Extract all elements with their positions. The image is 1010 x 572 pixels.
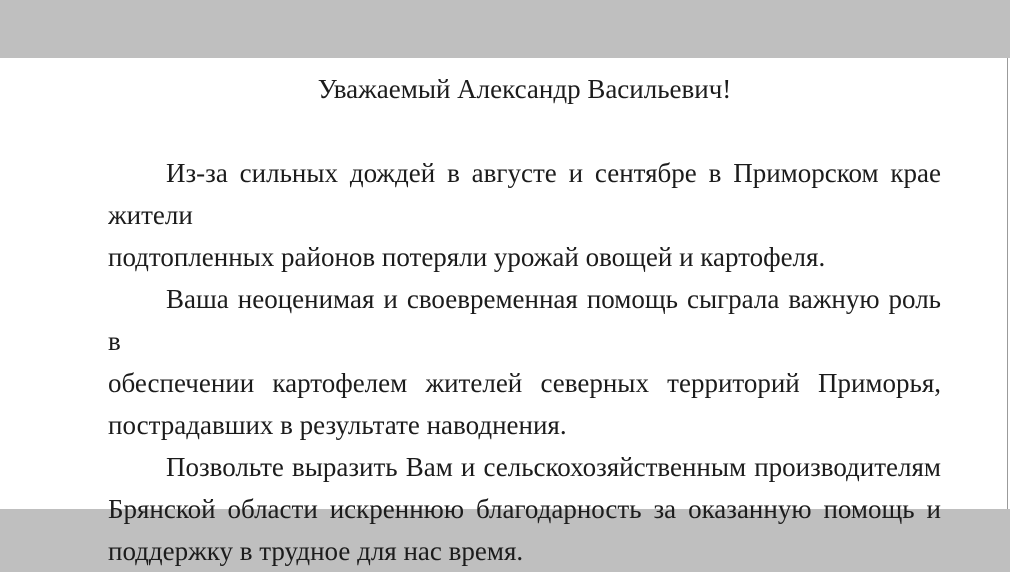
letter-line: подтопленных районов потеряли урожай овощей и картофеля. xyxy=(108,242,826,272)
letter-line: Позвольте выразить Вам и сельскохозяйственным производителям xyxy=(166,452,941,482)
letter-line: Ваша неоценимая и своевременная помощь сыграла важную роль в xyxy=(108,284,941,356)
letter-line: Из-за сильных дождей в августе и сентябре в Приморском крае жители xyxy=(108,158,941,230)
letter-line: Брянской области искреннюю благодарность за оказанную помощь и xyxy=(108,494,941,524)
letter-line: поддержку в трудное для нас время. xyxy=(108,536,524,566)
document-page xyxy=(0,58,1010,566)
letter-line: обеспечении картофелем жителей северных территорий Приморья, xyxy=(108,368,941,398)
letter-salutation: Уважаемый Александр Васильевич! xyxy=(317,74,732,104)
page-right-edge xyxy=(1007,58,1008,509)
letter-body xyxy=(108,152,941,572)
letter-content xyxy=(108,68,941,572)
letter-line: пострадавших в результате наводнения. xyxy=(108,410,567,440)
